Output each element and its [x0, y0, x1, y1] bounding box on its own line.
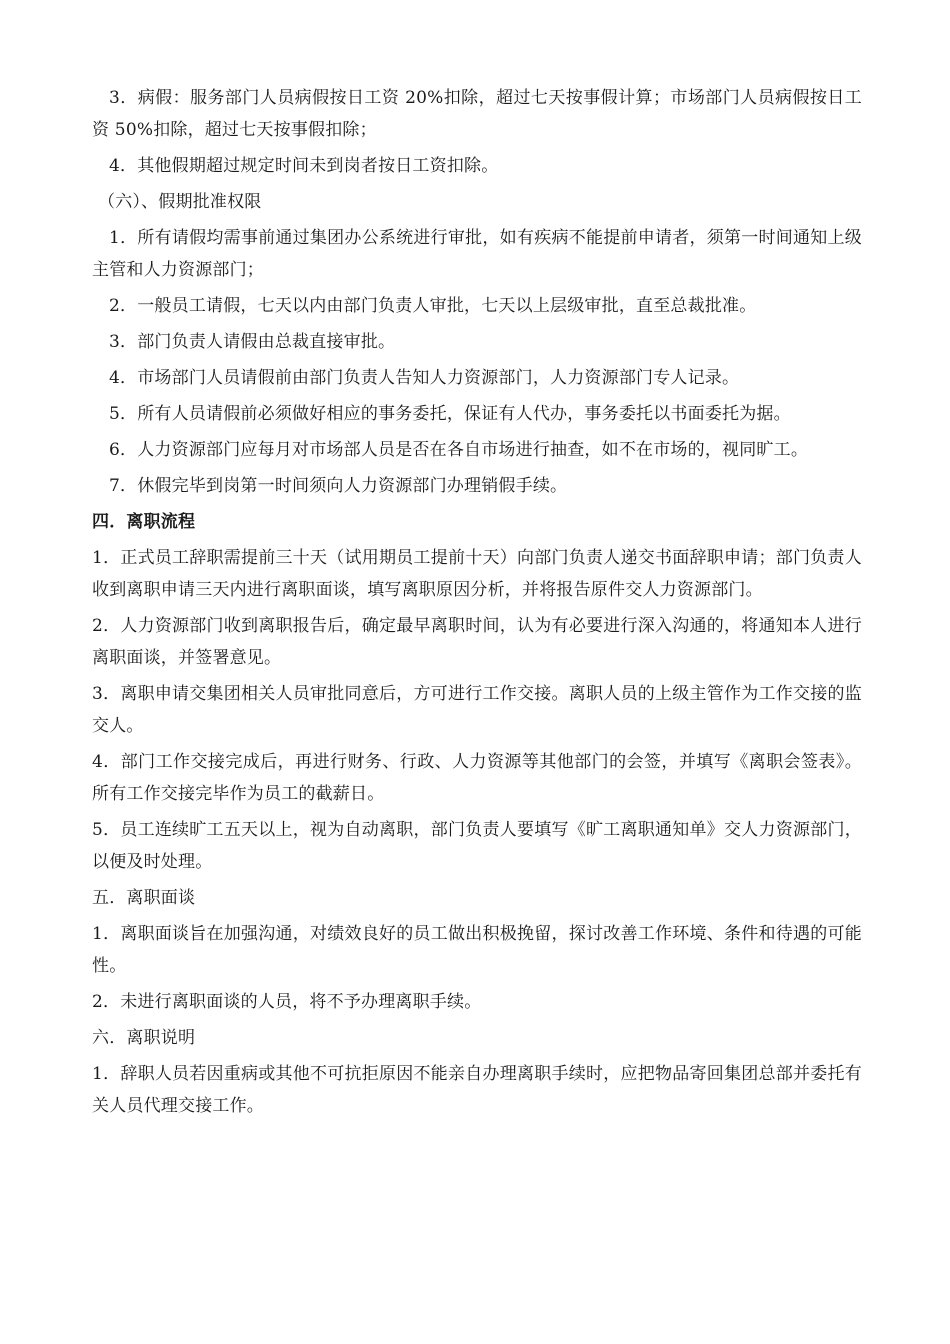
leave-approval-item-1: 1．所有请假均需事前通过集团办公系统进行审批，如有疾病不能提前申请者，须第一时间通知上级主管和人力资源部门； — [92, 228, 862, 280]
section-title-leave-approval: （六）、假期批准权限 — [98, 192, 262, 212]
exit-interview-item-2: 2．未进行离职面谈的人员，将不予办理离职手续。 — [92, 992, 482, 1012]
other-leave-paragraph: 4．其他假期超过规定时间未到岗者按日工资扣除。 — [109, 156, 499, 176]
leave-approval-item-4: 4．市场部门人员请假前由部门负责人告知人力资源部门，人力资源部门专人记录。 — [109, 368, 740, 388]
leave-approval-item-3: 3．部门负责人请假由总裁直接审批。 — [109, 332, 396, 352]
leave-approval-item-2: 2．一般员工请假，七天以内由部门负责人审批，七天以上层级审批，直至总裁批准。 — [109, 296, 757, 316]
section-title-resignation-process: 四．离职流程 — [92, 512, 196, 532]
sick-leave-paragraph: 3．病假：服务部门人员病假按日工资 20%扣除，超过七天按事假计算；市场部门人员病假按日工资 50%扣除，超过七天按事假扣除； — [92, 88, 862, 140]
section-title-resignation-notes: 六．离职说明 — [92, 1028, 196, 1048]
document-page — [92, 82, 862, 1122]
leave-approval-item-7: 7．休假完毕到岗第一时间须向人力资源部门办理销假手续。 — [109, 476, 568, 496]
exit-interview-item-1: 1．离职面谈旨在加强沟通，对绩效良好的员工做出积极挽留，探讨改善工作环境、条件和待遇的可能性。 — [92, 924, 862, 976]
resignation-item-2: 2．人力资源部门收到离职报告后，确定最早离职时间，认为有必要进行深入沟通的，将通知本人进行离职面谈，并签署意见。 — [92, 616, 862, 668]
resignation-item-4: 4．部门工作交接完成后，再进行财务、行政、人力资源等其他部门的会签，并填写《离职会签表》。所有工作交接完毕作为员工的截薪日。 — [92, 752, 862, 804]
resignation-item-1: 1．正式员工辞职需提前三十天（试用期员工提前十天）向部门负责人递交书面辞职申请；部门负责人收到离职申请三天内进行离职面谈，填写离职原因分析，并将报告原件交人力资源部门。 — [92, 548, 862, 600]
resignation-item-3: 3．离职申请交集团相关人员审批同意后，方可进行工作交接。离职人员的上级主管作为工作交接的监交人。 — [92, 684, 862, 736]
leave-approval-item-5: 5．所有人员请假前必须做好相应的事务委托，保证有人代办，事务委托以书面委托为据。 — [109, 404, 791, 424]
section-title-exit-interview: 五．离职面谈 — [92, 888, 196, 908]
resignation-item-5: 5．员工连续旷工五天以上，视为自动离职，部门负责人要填写《旷工离职通知单》交人力资源部门，以便及时处理。 — [92, 820, 862, 872]
resignation-notes-item-1: 1．辞职人员若因重病或其他不可抗拒原因不能亲自办理离职手续时，应把物品寄回集团总部并委托有关人员代理交接工作。 — [92, 1064, 862, 1116]
leave-approval-item-6: 6．人力资源部门应每月对市场部人员是否在各自市场进行抽查，如不在市场的，视同旷工。 — [109, 440, 809, 460]
